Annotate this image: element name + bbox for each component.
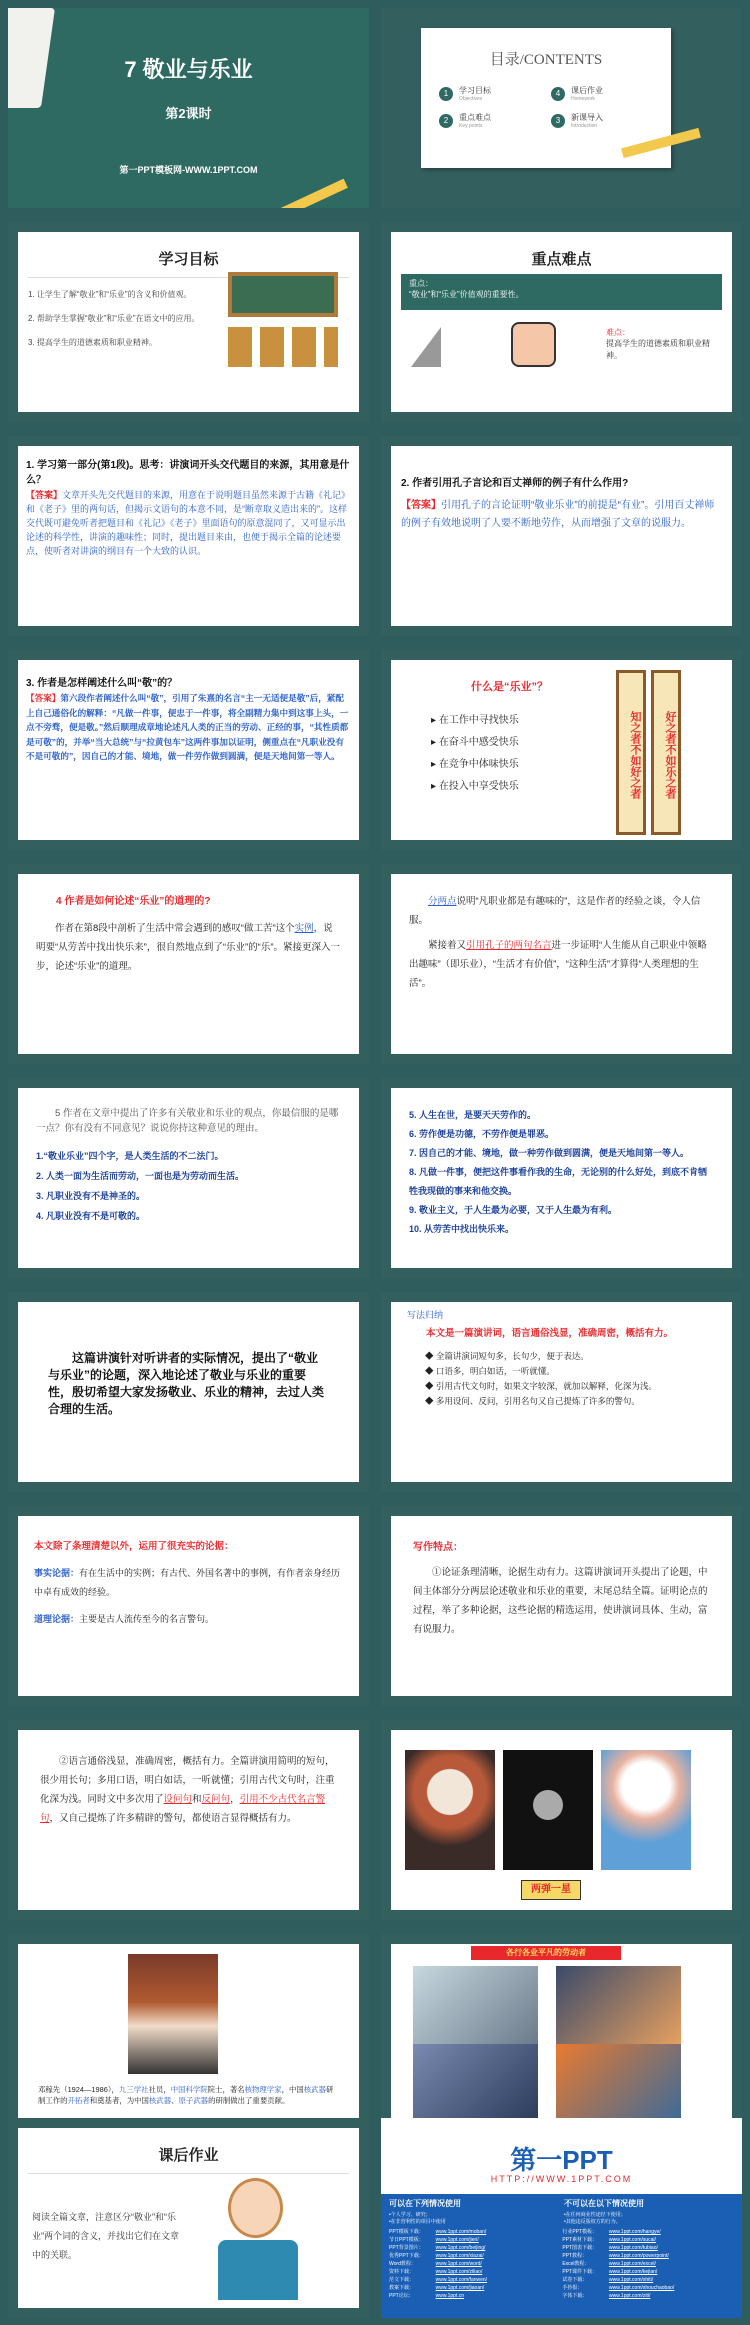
right-head: 不可以在以下情况使用: [564, 2199, 644, 2208]
leye-title: 什么是“乐业”？: [471, 681, 548, 693]
link-row: [389, 2260, 734, 2268]
scroll-2: 好之者不如乐之者: [651, 670, 681, 835]
logo: 第一PPT: [510, 2145, 613, 2175]
viewpoint-item: 7. 因自己的才能、境地，做一种劳作做到圆满，便是天地间第一等人。: [409, 1148, 690, 1158]
left-head: 可以在下列情况使用: [389, 2199, 461, 2208]
link-label: 资料下载：: [389, 2269, 415, 2275]
viewpoint-item: 5. 人生在世，是要天天劳作的。: [409, 1110, 537, 1120]
link-url[interactable]: www.1ppt.com/xiazai/: [435, 2253, 484, 2259]
slide-21-homework[interactable]: [8, 2118, 369, 2318]
contents-item[interactable]: 2 重点难点 Key points: [439, 112, 541, 129]
link-row: [389, 2244, 734, 2252]
two-points-link[interactable]: 分两点: [428, 896, 457, 907]
link-table: [389, 2228, 734, 2300]
link-url[interactable]: www.1ppt.com/tubiao/: [608, 2245, 658, 2251]
link-url[interactable]: www.1ppt.com/hangye/: [608, 2229, 661, 2235]
viewpoint-item: 8. 凡做一件事，便把这件事看作我的生命，无论别的什么好处，到底不肯牺牲我现做的事来和他交换。: [409, 1167, 708, 1196]
leye-item: ▸ 在工作中寻找快乐: [431, 715, 519, 726]
portrait-image: [128, 1954, 218, 2074]
contents-title: 目录/CONTENTS: [489, 52, 603, 68]
ruler-icon: [411, 327, 441, 367]
question-text: 4 作者是如何论述“乐业”的道理的?: [56, 896, 211, 907]
question-text: 1. 学习第一部分(第1段)。思考：讲演词开头交代题目的来源，其用意是什么？: [26, 460, 350, 486]
contents-list: [421, 69, 671, 129]
link-label: 节日PPT模板：: [389, 2237, 424, 2243]
desks-icon: [228, 327, 338, 367]
slide-1-title[interactable]: [8, 8, 369, 208]
link-url[interactable]: www.1ppt.cn: [435, 2293, 465, 2299]
info-panel: 可以在下列情况使用 不可以在以下情况使用 •个人学习、研究； •在非营利性的项目中使用 •在任何商业性途径下使用； •其他违反版权方的行为。 PPT模板下载： www.1ppt.com/moban/ 行业PPT模板： www.1ppt.com/hangye/ 节日PPT模板： www.1ppt.com/jieri/ PPT素材下载： www.1ppt.com/sucai/ PPT背景图片： www.1ppt.com/beijing/ PPT图表下载： www.1ppt.com/tubiao/ 优秀PPT下载： www.1ppt.com/xiazai/ PPT教程： www.1ppt.com/powerpoint/ Word教程： www.1ppt.com/word/ Excel教程： www.1ppt.com/excel/ 资料下载： www.1ppt.com/ziliao/ PPT课件下载： www.1ppt.com/kejian/ 范文下载： www.1ppt.com/fanwen/ 试卷下载： www.1ppt.com/shiti/ 教案下载： www.1ppt.com/jiaoan/ 手抄报： www.1ppt.com/shouchaobao/ PPT论坛： www.1ppt.cn 字体下载： www.1ppt.com/ziti/: [381, 2194, 742, 2318]
link-label: PPT论坛：: [389, 2293, 414, 2299]
link-url[interactable]: www.1ppt.com/shouchaobao/: [608, 2285, 675, 2291]
features-head: 写作特点：: [413, 1542, 463, 1553]
satellite-image: [503, 1750, 593, 1870]
link-label: 行业PPT模板：: [562, 2229, 598, 2235]
worker-photo-4: [556, 2044, 681, 2124]
link-url[interactable]: www.1ppt.com/powerpoint/: [608, 2253, 669, 2259]
viewpoint-item: 10. 从劳苦中找出快乐来。: [409, 1224, 515, 1234]
leye-item: ▸ 在奋斗中感受快乐: [431, 737, 519, 748]
link-row: [389, 2252, 734, 2260]
link-url[interactable]: www.1ppt.com/ziliao/: [435, 2269, 483, 2275]
objective-item: 2. 帮助学生掌握“敬业”和“乐业”在语文中的应用。: [28, 314, 200, 323]
homework-text: 阅读全篇文章，注意区分“敬业”和“乐业”两个词的含义，并找出它们在文章中的关联。: [32, 2212, 179, 2260]
link-url[interactable]: www.1ppt.com/jieri/: [435, 2237, 479, 2243]
section-head: 写法归纳: [407, 1310, 444, 1320]
link-label: PPT图表下载：: [562, 2245, 598, 2251]
slide-3-objectives[interactable]: [8, 222, 369, 422]
link-url[interactable]: www.1ppt.com/jiaoan/: [435, 2285, 485, 2291]
slide-22-copyright[interactable]: [381, 2118, 742, 2318]
link-label: 字体下载：: [562, 2293, 588, 2299]
link-label: Excel教程：: [562, 2261, 590, 2267]
viewpoint-item: 4. 凡职业没有不是可敬的。: [36, 1211, 146, 1221]
answer-text: 引用孔子的言论证明“敬业乐业”的前提是“有业”。引用百丈禅师的例子有效地说明了人要不断地劳作，从而增强了文章的说服力。: [401, 500, 715, 529]
worker-photo-1: [413, 1966, 538, 2046]
key-box: 重点： “敬业”和“乐业”价值观的重要性。: [401, 274, 722, 310]
link-label: PPT素材下载：: [562, 2237, 598, 2243]
difficulty-text: 难点： 提高学生的道德素质和职业精神。: [606, 328, 710, 360]
rhetorical-q-link[interactable]: 设问句: [163, 1794, 193, 1805]
slide-2-contents[interactable]: [381, 8, 742, 208]
slide-19-deng-jiaxian[interactable]: [8, 1934, 369, 2134]
slide-17-language[interactable]: ②语言通俗浅显，准确周密，概括有力。全篇讲演用简明的短句，很少用长句；多用口语，明白如话，一听就懂；引用古代文句时，注重化深为浅。同时文中多次用了设问句和反问句，引用不少古代名言警句，又自己提炼了许多精辟的警句，都使语言显得概括有力。: [8, 1720, 369, 1920]
slide-12-viewpoints[interactable]: [381, 1078, 742, 1278]
feature-item: ◆ 多用设问、反问，引用名句又自己提炼了许多的警句。: [425, 1396, 640, 1406]
lesson-title: 7 敬业与乐业: [124, 57, 253, 82]
answer-tag: 【答案】: [26, 490, 63, 500]
link-label: PPT背景图片：: [389, 2245, 424, 2251]
banner: 各行各业平凡的劳动者: [471, 1946, 621, 1960]
link-url[interactable]: www.1ppt.com/beijing/: [435, 2245, 486, 2251]
worker-photo-3: [413, 2044, 538, 2124]
link-row: [389, 2276, 734, 2284]
logo-url[interactable]: HTTP://WWW.1PPT.COM: [490, 2174, 633, 2184]
footer-text: 第一PPT模板网-WWW.1PPT.COM: [119, 165, 258, 175]
viewpoint-item: 2. 人类一面为生活而劳动，一面也是为劳动而生活。: [36, 1171, 245, 1181]
leye-item: ▸ 在竞争中体味快乐: [431, 759, 519, 770]
slide-4-keypoints[interactable]: [381, 222, 742, 422]
summary-text: 这篇讲演针对听讲者的实际情况，提出了“敬业与乐业”的论题，深入地论述了敬业与乐业的重要性，殷切希望大家发扬敬业、乐业的精神，去过人类合理的生活。: [48, 1351, 325, 1416]
link-row: [389, 2228, 734, 2236]
worker-photo-2: [556, 1966, 681, 2046]
link-label: 教案下载：: [389, 2285, 415, 2291]
feature-item: ◆ 口语多，明白如话，一听就懂。: [425, 1366, 555, 1376]
link-url[interactable]: www.1ppt.com/ziti/: [608, 2293, 651, 2299]
question-text: 3. 作者是怎样阐述什么叫“敬”的？: [26, 678, 178, 689]
contents-item[interactable]: 1 学习目标 Objectives: [439, 85, 541, 102]
student-body: [218, 2240, 298, 2300]
slide-8-what-is-leye[interactable]: [381, 650, 742, 850]
h-bomb-image: [601, 1750, 691, 1870]
slide-14-writing-summary[interactable]: [381, 1292, 742, 1492]
slide-11-question-5[interactable]: [8, 1078, 369, 1278]
answer-tag: 【答案】: [401, 500, 441, 511]
slide-10-analysis[interactable]: 分两点说明“凡职业都是有趣味的”，这是作者的经验之谈，令人信服。 紧接着又引用孔子的两句名言进一步证明“人生能从自己职业中领略出趣味”（即乐业），“生活才有价值”，“这种生活”才算得“人类理想的生活”。: [381, 864, 742, 1064]
link-row: [389, 2292, 734, 2300]
question-text: 5 作者在文章中提出了许多有关敬业和乐业的观点，你最信服的是哪一点？你有没有不同意见？说说你持这种意见的理由。: [36, 1108, 339, 1134]
lesson-subtitle: 第2课时: [165, 106, 212, 121]
homework-title: 课后作业: [158, 2147, 219, 2164]
reason-evidence-tag: 道理论据：: [34, 1614, 80, 1624]
mushroom-cloud-image: [405, 1750, 495, 1870]
feature-list: [407, 1349, 716, 1409]
objective-item: 3. 提高学生的道德素质和职业精神。: [28, 338, 157, 347]
link-url[interactable]: www.1ppt.com/moban/: [435, 2229, 487, 2235]
link-row: [389, 2236, 734, 2244]
slide-7-question-3[interactable]: [8, 650, 369, 850]
link-url[interactable]: www.1ppt.com/fanwen/: [435, 2277, 488, 2283]
features-text: ①论证条理清晰，论据生动有力。这篇讲演词开头提出了论题，中间主体部分分两层论述敬业和乐业的重要，末尾总结全篇。证明论点的过程，举了多种论据，这些论据的精选运用，使讲演词具体、生动，富有说服力。: [413, 1567, 708, 1635]
slide-9-question-4[interactable]: 4 作者是如何论述“乐业”的道理的? 作者在第8段中剖析了生活中常会遇到的感叹“做工苦”这个实例，说明要“从劳苦中找出快乐来”，很自然地点到了“乐业”的“乐”。紧接更深入一步，论述“乐业”的道理。: [8, 864, 369, 1064]
link-label: PPT教程：: [562, 2253, 588, 2259]
lead-text: 本文是一篇演讲词，语言通俗浅显，准确周密，概括有力。: [426, 1328, 674, 1339]
link-url[interactable]: www.1ppt.com/shiti/: [608, 2277, 654, 2283]
contents-item[interactable]: 3 新课导入 Introduction: [551, 112, 653, 129]
viewpoint-item: 3. 凡职业没有不是神圣的。: [36, 1191, 146, 1201]
pencil-icon: [280, 179, 348, 208]
viewpoint-item: 1.“敬业乐业”四个字，是人类生活的不二法门。: [36, 1151, 224, 1161]
slide-18-two-bombs[interactable]: [381, 1720, 742, 1920]
link-url[interactable]: www.1ppt.com/sucai/: [608, 2237, 656, 2243]
leye-item: ▸ 在投入中享受快乐: [431, 781, 519, 792]
evidence-head: 本文除了条理清楚以外，运用了很充实的论据：: [34, 1541, 234, 1552]
example-link[interactable]: 实例: [294, 923, 314, 934]
link-label: PPT课件下载：: [562, 2269, 598, 2275]
feature-item: ◆ 引用古代文句时，如果文字较深，就加以解释，化深为浅。: [425, 1381, 657, 1391]
slide-5-question-1[interactable]: [8, 436, 369, 636]
caption: 两弹一星: [521, 1880, 581, 1900]
quotes-link[interactable]: 引用不少古代名言警句: [40, 1794, 326, 1824]
link-label: 试卷下载：: [562, 2277, 588, 2283]
viewpoint-list: [36, 1146, 341, 1226]
slide-13-summary[interactable]: [8, 1292, 369, 1492]
fact-evidence-tag: 事实论据：: [34, 1568, 80, 1578]
viewpoint-item: 6. 劳作便是功德，不劳作便是罪恶。: [409, 1129, 555, 1139]
objective-item: 1. 让学生了解“敬业”和“乐业”的含义和价值观。: [28, 290, 192, 299]
link-label: Word教程：: [389, 2261, 416, 2267]
link-label: 优秀PPT下载：: [389, 2253, 424, 2259]
fist-icon: [511, 322, 556, 367]
blackboard-icon: [228, 272, 338, 317]
question-link[interactable]: 反问句: [201, 1794, 231, 1805]
question-text: 2. 作者引用孔子言论和百丈禅师的例子有什么作用?: [401, 478, 629, 489]
scroll-1: 知之者不如好之者: [616, 670, 646, 835]
viewpoint-item: 9. 敬业主义，于人生最为必要，又于人生最为有利。: [409, 1205, 618, 1215]
answer-text: 第六段作者阐述什么叫“敬”，引用了朱熹的名言“主一无适便是敬”后，紧配上自己通俗化的解释：“凡做一件事，便忠于一件事，将全副精力集中到这事上头，一点不旁骛，便是敬。”然后顺理成章地论述凡人类的正当的劳动、正经的事，“其性质都是可敬”的，并举“当大总统”与“拉黄包车”这两件事加以证明，侧重点在“凡职业没有不是可敬的”，因自己的才能、境地，做一件劳作做到圆满，便是天地间第一等人。: [26, 693, 349, 761]
link-row: [389, 2268, 734, 2276]
objectives-list: [28, 287, 218, 351]
objectives-title: 学习目标: [158, 251, 219, 268]
link-row: [389, 2284, 734, 2292]
link-url[interactable]: www.1ppt.com/kejian/: [608, 2269, 658, 2275]
link-label: 手抄报：: [562, 2285, 583, 2291]
slide-15-evidence[interactable]: 本文除了条理清楚以外，运用了很充实的论据： 事实论据：有在生活中的实例；有古代、外国名著中的事例，有作者亲身经历中卓有成效的经验。 道理论据：主要是古人流传至今的名言警句。: [8, 1506, 369, 1706]
slide-20-workers[interactable]: [381, 1934, 742, 2134]
caption: 邓稼先（1924—1986），九三学社社员，中国科学院院士，著名核物理学家，中国核武器研制工作的开拓者和奠基者，为中国核武器、原子武器的研制做出了重要贡献。: [38, 2085, 334, 2105]
student-icon: [228, 2178, 283, 2238]
answer-tag: 【答案】: [26, 693, 61, 703]
quote-link[interactable]: 引用孔子的两句名言: [466, 940, 552, 951]
link-label: PPT模板下载：: [389, 2229, 424, 2235]
link-url[interactable]: www.1ppt.com/word/: [435, 2261, 482, 2267]
viewpoint-list: [409, 1106, 714, 1239]
slide-6-question-2[interactable]: [381, 436, 742, 636]
contents-item[interactable]: 4 课后作业 Homework: [551, 85, 653, 102]
answer-text: 文章开头先交代题目的来源，用意在于说明题目虽然来源于古籍《礼记》和《老子》里的两句话，但揭示文语句的本意不同，是“断章取义造出来的”。这样交代既可避免听者把题目和《礼记》《老子》里面语句的原意混同了，又可显示出论述的科学性，讲演的趣味性；同时，提出题目来由，也便于揭示全篇的论述要点，使听者对讲演的纲目有一个大致的认识。: [26, 490, 351, 556]
link-label: 范文下载：: [389, 2277, 415, 2283]
leye-list: [431, 710, 519, 798]
link-url[interactable]: www.1ppt.com/excel/: [608, 2261, 656, 2267]
slide-16-features[interactable]: [381, 1506, 742, 1706]
keypoints-title: 重点难点: [531, 251, 592, 268]
feature-item: ◆ 全篇讲演词短句多，长句少，便于表达。: [425, 1351, 589, 1361]
